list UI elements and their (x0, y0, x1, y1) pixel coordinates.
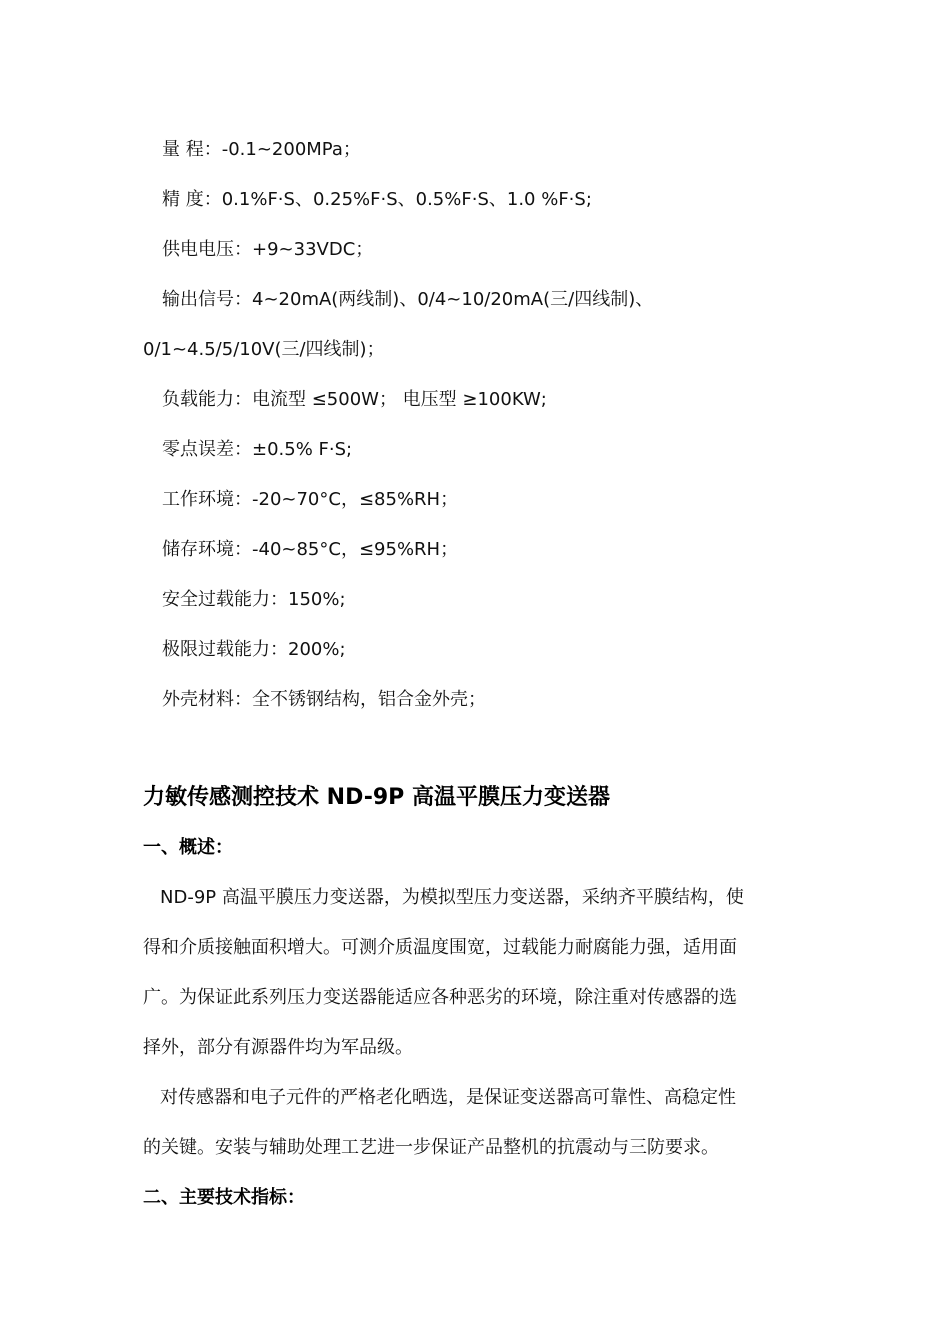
spec-accuracy: 精 度：0.1%F·S、0.25%F·S、0.5%F·S、1.0 %F·S; (162, 189, 592, 210)
spec-housing-material: 外壳材料：全不锈钢结构，铝合金外壳； (162, 689, 486, 710)
spec-working-env: 工作环境：-20~70°C，≤85%RH； (162, 489, 459, 510)
spec-safe-overload: 安全过载能力：150%; (162, 589, 346, 610)
section-specs-heading: 二、主要技术指标： (143, 1187, 305, 1208)
spec-output-signal: 输出信号：4~20mA(两线制)、0/4~10/20mA(三/四线制)、 (162, 289, 654, 310)
spec-supply-voltage: 供电电压：+9~33VDC； (162, 239, 374, 260)
spec-zero-error: 零点误差：±0.5% F·S; (162, 439, 353, 460)
section-overview-heading: 一、概述： (143, 837, 233, 858)
spec-load-capacity: 负载能力：电流型 ≤500W； 电压型 ≥100KW; (162, 389, 547, 410)
spec-range: 量 程：-0.1~200MPa； (162, 139, 361, 160)
overview-paragraph-2-line-2: 的关键。安装与辅助处理工艺进一步保证产品整机的抗震动与三防要求。 (143, 1137, 719, 1158)
spec-output-signal-cont: 0/1~4.5/5/10V(三/四线制)； (143, 339, 385, 360)
spec-limit-overload: 极限过载能力：200%; (162, 639, 346, 660)
product-title: 力敏传感测控技术 ND-9P 高温平膜压力变送器 (143, 785, 610, 810)
spec-storage-env: 储存环境：-40~85°C，≤95%RH； (162, 539, 459, 560)
overview-paragraph-1-line-2: 得和介质接触面积增大。可测介质温度围宽，过载能力耐腐能力强，适用面 (143, 937, 737, 958)
overview-paragraph-1-line-1: ND-9P 高温平膜压力变送器，为模拟型压力变送器，采纳齐平膜结构，使 (160, 887, 744, 908)
overview-paragraph-2-line-1: 对传感器和电子元件的严格老化晒选，是保证变送器高可靠性、高稳定性 (160, 1087, 736, 1108)
overview-paragraph-1-line-3: 广。为保证此系列压力变送器能适应各种恶劣的环境，除注重对传感器的选 (143, 987, 737, 1008)
overview-paragraph-1-line-4: 择外，部分有源器件均为军品级。 (143, 1037, 413, 1058)
